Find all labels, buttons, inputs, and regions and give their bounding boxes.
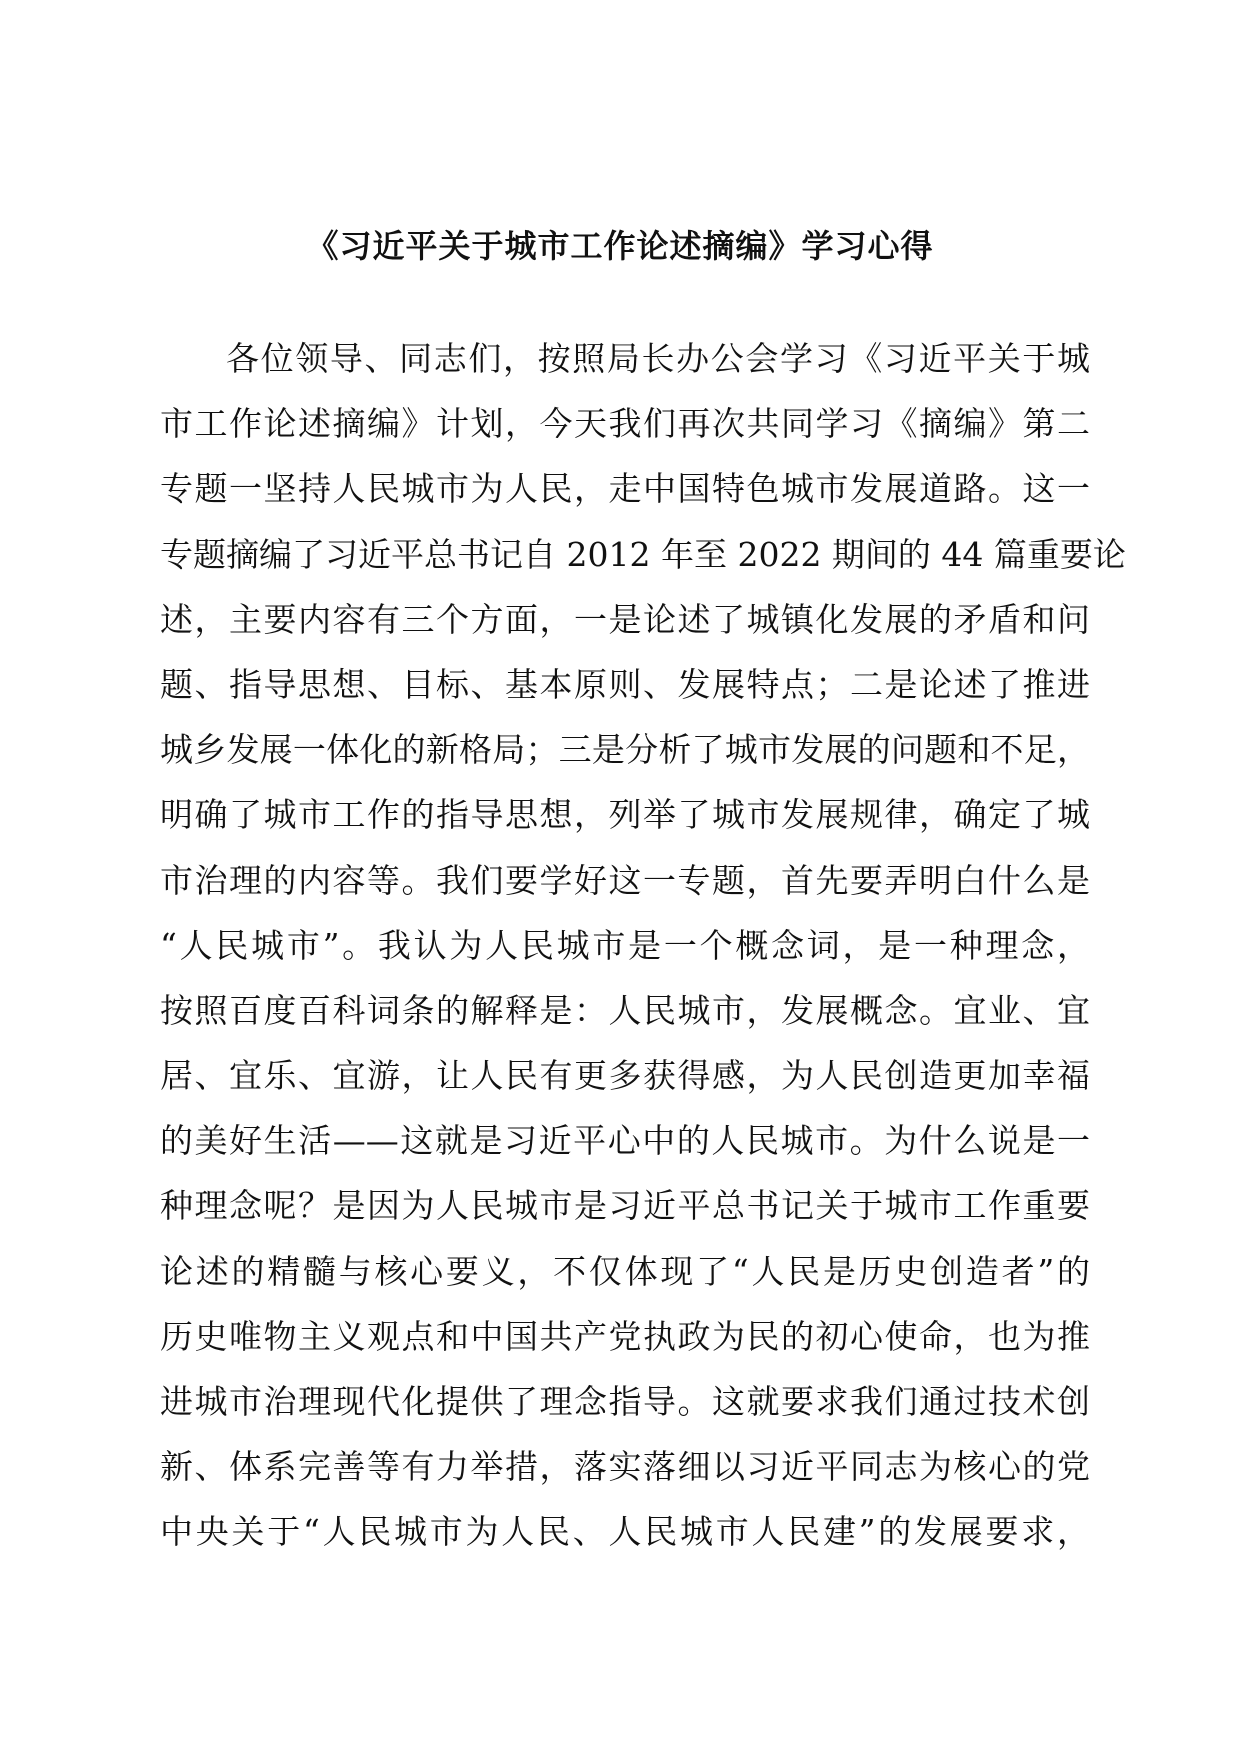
paragraph-line: 历史唯物主义观点和中国共产党执政为民的初心使命，也为推 bbox=[160, 1316, 1090, 1356]
paragraph-line: 各位领导、同志们，按照局长办公会学习《习近平关于城 bbox=[226, 339, 1090, 378]
paragraph-line: 种理念呢？是因为人民城市是习近平总书记关于城市工作重要 bbox=[160, 1186, 1090, 1226]
paragraph-line: 述，主要内容有三个方面，一是论述了城镇化发展的矛盾和问 bbox=[160, 599, 1090, 639]
paragraph-line: 进城市治理现代化提供了理念指导。这就要求我们通过技术创 bbox=[160, 1382, 1090, 1421]
paragraph-line: 中央关于“人民城市为人民、人民城市人民建”的发展要求， bbox=[160, 1512, 1090, 1552]
paragraph-line: 新、体系完善等有力举措，落实落细以习近平同志为核心的党 bbox=[160, 1447, 1090, 1487]
paragraph-line: 居、宜乐、宜游，让人民有更多获得感，为人民创造更加幸福 bbox=[160, 1056, 1090, 1096]
body-paragraph bbox=[160, 326, 1126, 1565]
paragraph-line: 市治理的内容等。我们要学好这一专题，首先要弄明白什么是 bbox=[160, 860, 1090, 900]
paragraph-line: “人民城市”。我认为人民城市是一个概念词，是一种理念， bbox=[160, 925, 1090, 965]
paragraph-line: 城乡发展一体化的新格局；三是分析了城市发展的问题和不足， bbox=[160, 730, 1090, 770]
paragraph-line: 专题一坚持人民城市为人民，走中国特色城市发展道路。这一 bbox=[160, 469, 1090, 509]
paragraph-line: 专题摘编了习近平总书记自 2012 年至 2022 期间的 44 篇重要论 bbox=[160, 534, 1126, 574]
paragraph-line: 论述的精髓与核心要义，不仅体现了“人民是历史创造者”的 bbox=[160, 1251, 1090, 1291]
paragraph-line: 题、指导思想、目标、基本原则、发展特点；二是论述了推进 bbox=[160, 664, 1090, 704]
document-title: 《习近平关于城市工作论述摘编》学习心得 bbox=[306, 227, 934, 265]
paragraph-line: 明确了城市工作的指导思想，列举了城市发展规律，确定了城 bbox=[160, 795, 1090, 835]
paragraph-line: 市工作论述摘编》计划，今天我们再次共同学习《摘编》第二 bbox=[160, 404, 1090, 444]
paragraph-line: 的美好生活——这就是习近平心中的人民城市。为什么说是一 bbox=[160, 1121, 1090, 1161]
paragraph-line: 按照百度百科词条的解释是：人民城市，发展概念。宜业、宜 bbox=[160, 990, 1090, 1030]
